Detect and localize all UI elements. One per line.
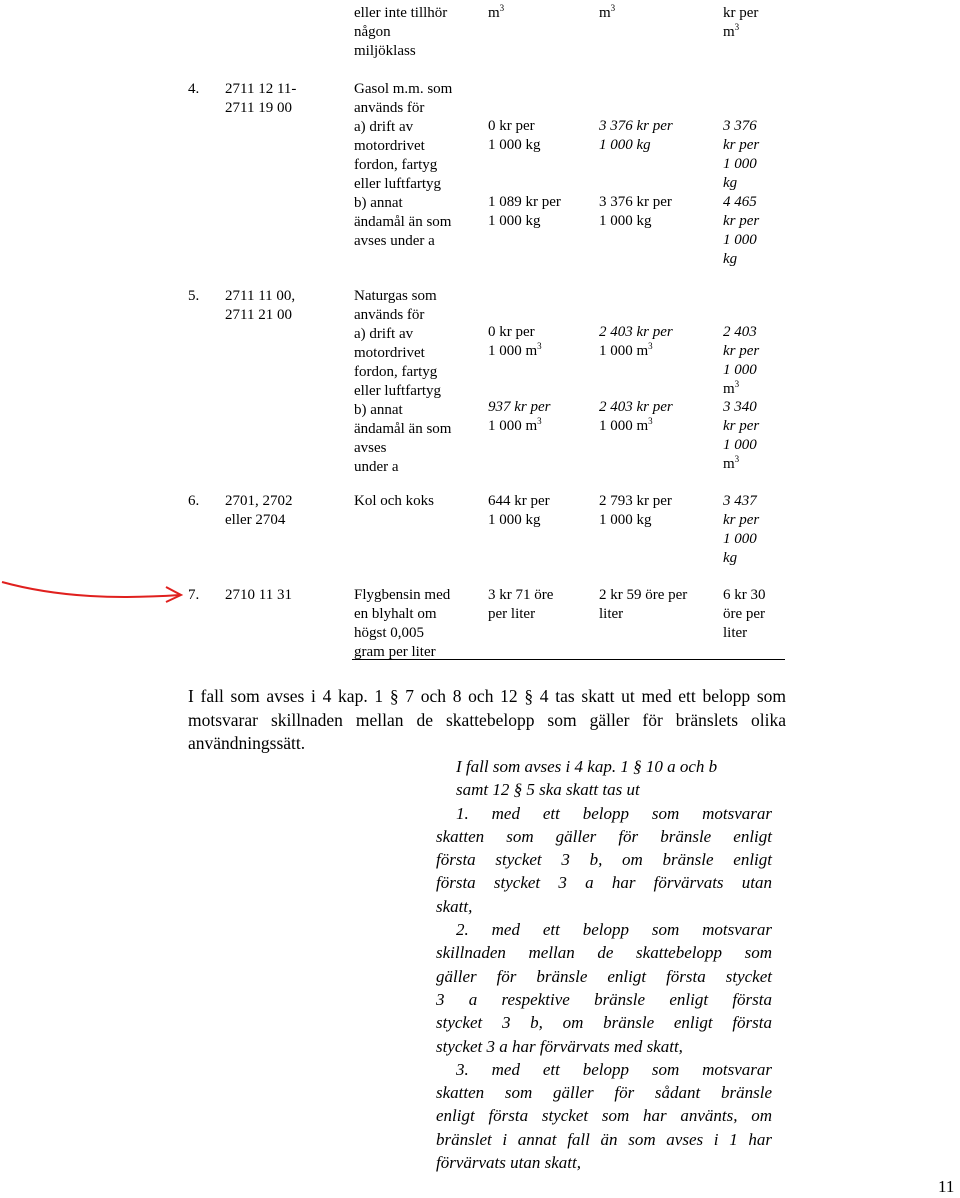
- row-5b-value-3: 3 340 kr per 1 000 $m^3$: [723, 399, 760, 472]
- row-6-code: 2701, 2702 eller 2704: [225, 493, 293, 528]
- paragraph-2-line: skatt,: [436, 896, 473, 916]
- row-4b-value-3: 4 465 kr per 1 000 kg: [723, 194, 760, 267]
- row-5b-value-2: 2 403 kr per 1 000 $m^3$: [599, 399, 673, 434]
- paragraph-1: I fall som avses i 4 kap. 1 § 7 och 8 och 12 § 4 tas skatt ut med ett belopp som motsvarar skillnaden mellan de skattebelopp som gäller för bränslets olika användningssätt.: [188, 686, 786, 753]
- row-4-number: 4.: [188, 81, 200, 97]
- top-row-unit-3: kr per $m^3$: [723, 5, 759, 40]
- top-row-unit-1: $m^3$: [488, 3, 505, 21]
- row-6-description: Kol och koks: [354, 493, 434, 509]
- top-row-description: eller inte tillhör någon miljöklass: [354, 5, 448, 59]
- paragraph-2-line: skillnaden mellan de skattebelopp som: [436, 943, 772, 963]
- row-4a-value-2: 3 376 kr per 1 000 kg: [599, 118, 673, 153]
- row-6-number: 6.: [188, 493, 200, 509]
- row-7-value-2: 2 kr 59 öre per liter: [599, 587, 688, 622]
- table-bottom-rule: [352, 659, 785, 660]
- row-4b-value-2: 3 376 kr per 1 000 kg: [599, 194, 672, 229]
- paragraph-2-line: 1. med ett belopp som motsvarar: [456, 803, 772, 823]
- paragraph-2-line: stycket 3 b, om bränsle enligt första: [436, 1013, 772, 1033]
- paragraph-2-line: skatten som gäller för sådant bränsle: [436, 1083, 772, 1103]
- row-7-value-3: 6 kr 30 öre per liter: [723, 587, 766, 641]
- row-5b-value-1: 937 kr per 1 000 $m^3$: [488, 399, 551, 434]
- row-4-code: 2711 12 11- 2711 19 00: [225, 81, 297, 116]
- row-4a-value-3: 3 376 kr per 1 000 kg: [723, 118, 760, 191]
- row-5a-value-3: 2 403 kr per 1 000 $m^3$: [723, 324, 760, 397]
- row-5-code: 2711 11 00, 2711 21 00: [225, 288, 296, 323]
- row-4a-value-1: 0 kr per 1 000 kg: [488, 118, 541, 153]
- row-6-value-2: 2 793 kr per 1 000 kg: [599, 493, 672, 528]
- red-arrow-icon: [0, 574, 190, 614]
- paragraph-2-line: gäller för bränsle enligt första stycket: [436, 966, 772, 986]
- paragraph-2: [436, 755, 772, 1174]
- paragraph-2-line: första stycket 3 a har förvärvats utan: [436, 873, 772, 893]
- row-4b-value-1: 1 089 kr per 1 000 kg: [488, 194, 561, 229]
- paragraph-2-line: 3. med ett belopp som motsvarar: [456, 1059, 772, 1079]
- top-row-unit-2: $m^3$: [599, 3, 616, 21]
- row-4-description: Gasol m.m. som används för a) drift av motordrivet fordon, fartyg eller luftfartyg b) annat ändamål än som avses under a: [354, 81, 453, 249]
- row-5a-value-1: 0 kr per 1 000 $m^3$: [488, 324, 542, 359]
- paragraph-2-line: samt 12 § 5 ska skatt tas ut: [456, 780, 640, 800]
- row-6-value-3: 3 437 kr per 1 000 kg: [723, 493, 760, 566]
- row-6-value-1: 644 kr per 1 000 kg: [488, 493, 550, 528]
- row-5-number: 5.: [188, 288, 200, 304]
- paragraph-2-line: 2. med ett belopp som motsvarar: [456, 920, 772, 940]
- paragraph-2-line: skatten som gäller för bränsle enligt: [436, 826, 772, 846]
- row-7-code: 2710 11 31: [225, 587, 292, 603]
- row-7-number: 7.: [188, 587, 200, 603]
- paragraph-2-line: förvärvats utan skatt,: [436, 1153, 581, 1173]
- page-number: 11: [938, 1177, 955, 1196]
- paragraph-2-line: 3 a respektive bränsle enligt första: [436, 989, 772, 1009]
- paragraph-2-line: första stycket 3 b, om bränsle enligt: [436, 850, 772, 870]
- row-7-description: Flygbensin med en blyhalt om högst 0,005 gram per liter: [354, 587, 451, 660]
- row-7-value-1: 3 kr 71 öre per liter: [488, 587, 554, 622]
- paragraph-2-line: I fall som avses i 4 kap. 1 § 10 a och b: [456, 757, 718, 776]
- paragraph-2-line: enligt första stycket som har använts, om: [436, 1106, 772, 1126]
- paragraph-2-line: bränslet i annat fall än som avses i 1 har: [436, 1129, 772, 1149]
- paragraph-2-line: stycket 3 a har förvärvats med skatt,: [436, 1036, 683, 1056]
- row-5a-value-2: 2 403 kr per 1 000 $m^3$: [599, 324, 673, 359]
- row-5-description: Naturgas som används för a) drift av motordrivet fordon, fartyg eller luftfartyg b) annat ändamål än som avses under a: [354, 288, 452, 475]
